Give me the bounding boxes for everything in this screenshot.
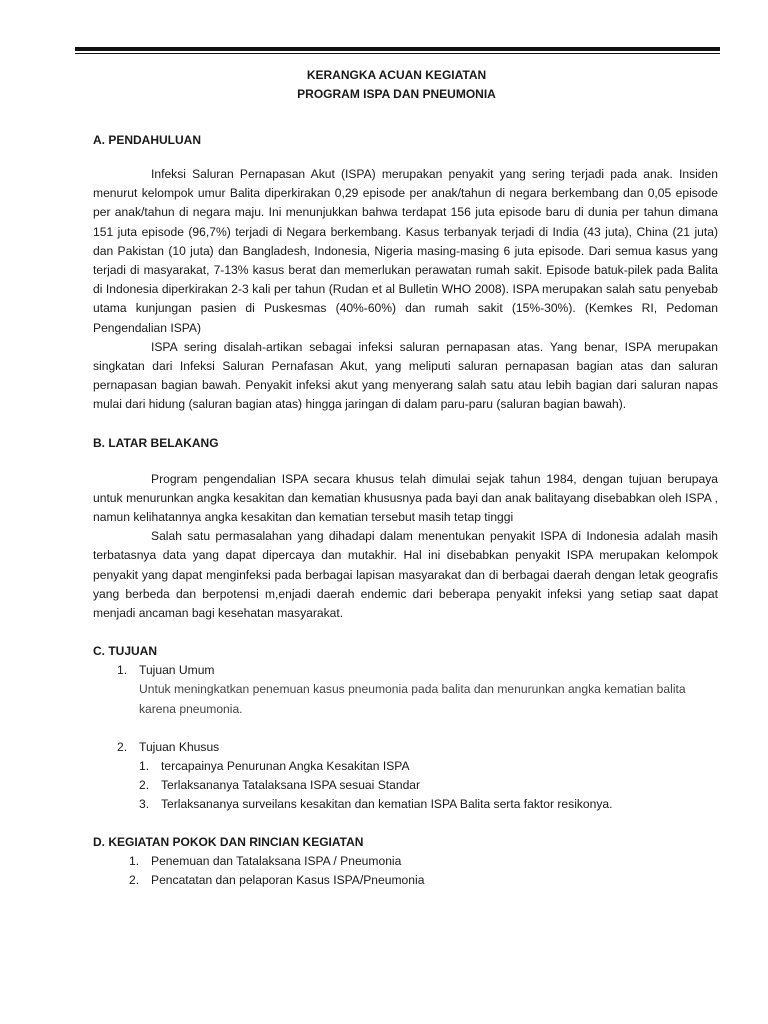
tujuan-umum-number: 1.: [117, 663, 128, 678]
tujuan-khusus-item: [93, 738, 718, 757]
subitem-text: Terlaksananya surveilans kesakitan dan kematian ISPA Balita serta faktor resikonya.: [161, 797, 613, 812]
section-c-heading: C. TUJUAN: [93, 644, 158, 659]
tujuan-umum-item: [93, 661, 718, 680]
section-d-heading: D. KEGIATAN POKOK DAN RINCIAN KEGIATAN: [93, 834, 364, 849]
subitem-number: 1.: [139, 759, 150, 774]
section-b-paragraph-2: Salah satu permasalahan yang dihadapi dalam menentukan penyakit ISPA di Indonesia adalah masih terbatasnya data yang dapat dipercaya dan mutakhir. Hal ini disebabkan penyakit ISPA merupakan kelompok penyakit yang dapat menginfeksi pada berbagai lapisan masyarakat dan di berbagai daerah dengan letak geografis yang berbeda dan berpotensi m,enjadi daerah endemic dari beberapa penyakit infeksi yang setiap saat dapat menjadi ancaman bagi kesehatan masyarakat.: [93, 529, 718, 621]
subitem-number: 2.: [139, 778, 150, 793]
section-a-heading: A. PENDAHULUAN: [93, 133, 201, 147]
title-line-1: KERANGKA ACUAN KEGIATAN: [306, 68, 487, 82]
tujuan-khusus-number: 2.: [117, 739, 128, 754]
tujuan-khusus-label: Tujuan Khusus: [139, 739, 220, 754]
tujuan-khusus-subitem: [93, 795, 718, 814]
subitem-text: tercapainya Penurunan Angka Kesakitan ISPA: [161, 759, 410, 774]
document-title: [75, 66, 718, 104]
tujuan-umum-description: Untuk meningkatkan penemuan kasus pneumonia pada balita dan menurunkan angka kematian balita karena pneumonia.: [139, 682, 686, 716]
section-a-paragraph-2: ISPA sering disalah-artikan sebagai infeksi saluran pernapasan atas. Yang benar, ISPA merupakan singkatan dari Infeksi Saluran Pernafasan Akut, yang meliputi saluran pernapasan bagian atas dan saluran pernapasan bagian bawah. Penyakit infeksi akut yang menyerang salah satu atau lebih bagian dari saluran napas mulai dari hidung (saluran bagian atas) hingga jaringan di dalam paru-paru (saluran bagian bawah).: [93, 339, 718, 412]
kegiatan-number: 2.: [129, 872, 140, 887]
kegiatan-item: [93, 871, 718, 890]
header-rule-thick: [75, 47, 720, 51]
kegiatan-text: Penemuan dan Tatalaksana ISPA / Pneumonia: [151, 853, 402, 868]
tujuan-khusus-subitem: [93, 757, 718, 776]
document-page: [93, 66, 718, 890]
subitem-number: 3.: [139, 797, 150, 812]
title-line-2: PROGRAM ISPA DAN PNEUMONIA: [297, 87, 496, 101]
tujuan-umum-label: Tujuan Umum: [139, 663, 215, 678]
tujuan-khusus-subitem: [93, 776, 718, 795]
header-rule-thin: [75, 53, 720, 54]
kegiatan-item: [93, 852, 718, 871]
section-b-paragraph-1: Program pengendalian ISPA secara khusus telah dimulai sejak tahun 1984, dengan tujuan berupaya untuk menurunkan angka kesakitan dan kematian khususnya pada bayi dan anak balitayang disebabkan oleh ISPA , namun kelihatannya angka kesakitan dan kematian tersebut masih tetap tinggi: [93, 471, 718, 525]
kegiatan-number: 1.: [129, 853, 140, 868]
section-a-paragraph-1: Infeksi Saluran Pernapasan Akut (ISPA) merupakan penyakit yang sering terjadi pada anak. Insiden menurut kelompok umur Balita diperkirakan 0,29 episode per anak/tahun di negara berkembang dan 0,05 episode per anak/tahun di negara maju. Ini menunjukkan bahwa terdapat 156 juta episode baru di dunia per tahun dimana 151 juta episode (96,7%) terjadi di Negara berkembang. Kasus terbanyak terjadi di India (43 juta), China (21 juta) dan Pakistan (10 juta) dan Bangladesh, Indonesia, Nigeria masing-masing 6 juta episode. Dari semua kasus yang terjadi di masyarakat, 7-13% kasus berat dan memerlukan perawatan rumah sakit. Episode batuk-pilek pada Balita di Indonesia diperkirakan 2-3 kali per tahun (Rudan et al Bulletin WHO 2008). ISPA merupakan salah satu penyebab utama kunjungan pasien di Puskesmas (40%-60%) dan rumah sakit (15%-30%). (Kemkes RI, Pedoman Pengendalian ISPA): [93, 167, 718, 335]
section-b-heading: B. LATAR BELAKANG: [93, 435, 219, 450]
subitem-text: Terlaksananya Tatalaksana ISPA sesuai Standar: [161, 778, 421, 793]
kegiatan-text: Pencatatan dan pelaporan Kasus ISPA/Pneumonia: [151, 872, 425, 887]
